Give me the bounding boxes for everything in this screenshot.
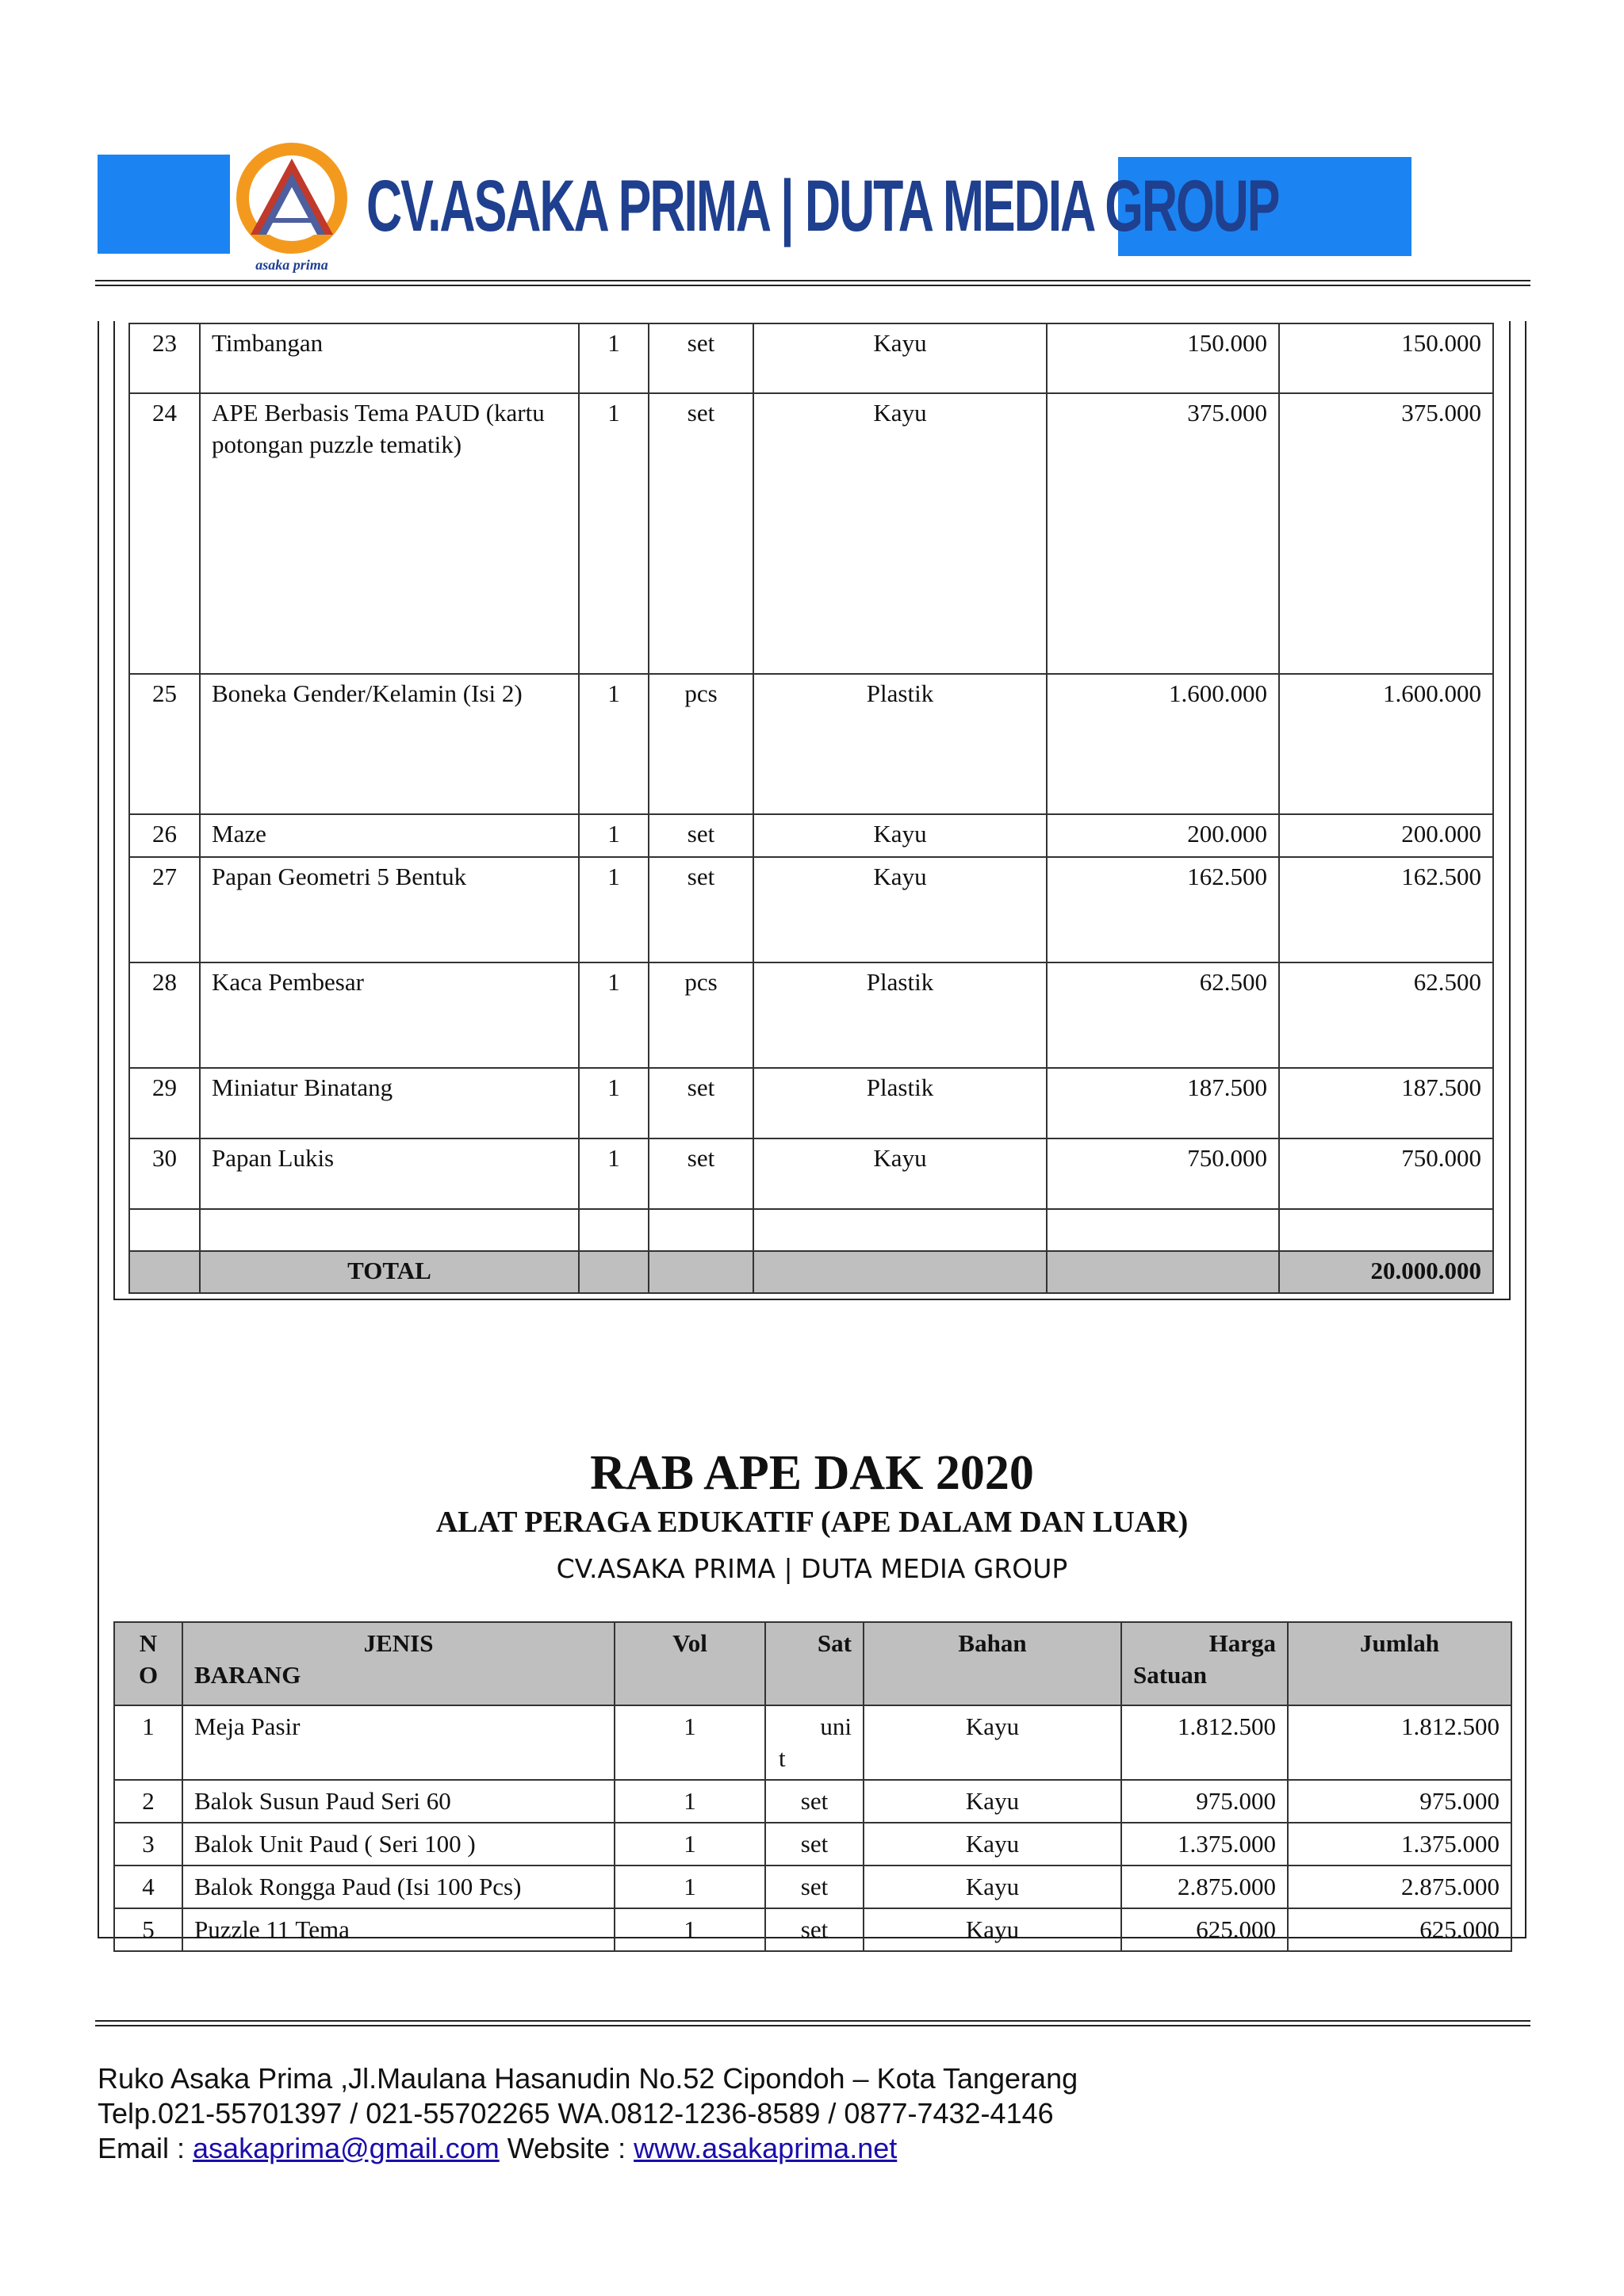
header-bahan: Bahan xyxy=(864,1622,1121,1705)
row-harga: 150.000 xyxy=(1047,323,1279,393)
row-vol: 1 xyxy=(579,814,649,857)
row-jenis: Miniatur Binatang xyxy=(200,1068,579,1138)
row-jenis: APE Berbasis Tema PAUD (kartu potongan puzzle tematik) xyxy=(200,393,579,674)
row-no: 28 xyxy=(129,962,200,1068)
table-row xyxy=(129,1068,1493,1138)
table-row xyxy=(114,1866,1511,1908)
row-sat: set xyxy=(765,1780,864,1823)
rab-header-row xyxy=(114,1622,1511,1705)
row-no: 3 xyxy=(114,1823,182,1866)
items-table xyxy=(128,323,1494,1294)
row-jenis: Papan Lukis xyxy=(200,1138,579,1209)
header-divider-double xyxy=(95,285,1530,286)
row-sat-line2: t xyxy=(779,1744,786,1772)
row-vol: 1 xyxy=(579,1138,649,1209)
header-vol: Vol xyxy=(615,1622,765,1705)
row-no: 24 xyxy=(129,393,200,674)
table-row xyxy=(129,1138,1493,1209)
row-jenis: Meja Pasir xyxy=(182,1705,615,1780)
row-no: 25 xyxy=(129,674,200,814)
row-bahan: Kayu xyxy=(864,1780,1121,1823)
row-sat: set xyxy=(649,1138,753,1209)
footer-divider-double xyxy=(95,2025,1530,2026)
asaka-prima-logo xyxy=(228,141,355,276)
header-divider xyxy=(95,280,1530,281)
row-jumlah: 1.812.500 xyxy=(1288,1705,1511,1780)
row-vol: 1 xyxy=(615,1908,765,1951)
footer-phone: Telp.021-55701397 / 021-55702265 WA.0812-1236-8589 / 0877-7432-4146 xyxy=(98,2097,1054,2130)
row-harga: 2.875.000 xyxy=(1121,1866,1288,1908)
row-jumlah: 200.000 xyxy=(1279,814,1493,857)
row-no: 2 xyxy=(114,1780,182,1823)
row-bahan: Kayu xyxy=(753,857,1047,962)
email-link[interactable]: asakaprima@gmail.com xyxy=(193,2132,500,2164)
row-no: 1 xyxy=(114,1705,182,1780)
empty-row xyxy=(129,1209,1493,1251)
rab-company: CV.ASAKA PRIMA | DUTA MEDIA GROUP xyxy=(556,1553,1068,1584)
row-no: 27 xyxy=(129,857,200,962)
header-harga xyxy=(1121,1622,1288,1705)
row-jenis: Balok Unit Paud ( Seri 100 ) xyxy=(182,1823,615,1866)
row-jumlah: 975.000 xyxy=(1288,1780,1511,1823)
header-harga-line2: Satuan xyxy=(1133,1661,1208,1689)
row-bahan: Plastik xyxy=(753,1068,1047,1138)
row-sat: set xyxy=(649,814,753,857)
table-row xyxy=(129,814,1493,857)
total-label: TOTAL xyxy=(200,1251,579,1293)
row-sat: set xyxy=(649,857,753,962)
row-jumlah: 62.500 xyxy=(1279,962,1493,1068)
row-vol: 1 xyxy=(579,674,649,814)
row-vol: 1 xyxy=(615,1780,765,1823)
row-vol: 1 xyxy=(579,323,649,393)
row-harga: 625.000 xyxy=(1121,1908,1288,1951)
row-harga: 1.600.000 xyxy=(1047,674,1279,814)
row-bahan: Kayu xyxy=(864,1705,1121,1780)
row-vol: 1 xyxy=(579,962,649,1068)
row-jenis: Papan Geometri 5 Bentuk xyxy=(200,857,579,962)
row-no: 23 xyxy=(129,323,200,393)
row-bahan: Kayu xyxy=(753,814,1047,857)
header-harga-line1: Harga xyxy=(1208,1629,1276,1657)
website-label: Website : xyxy=(499,2132,634,2164)
row-jenis: Balok Susun Paud Seri 60 xyxy=(182,1780,615,1823)
row-harga: 187.500 xyxy=(1047,1068,1279,1138)
footer-divider xyxy=(95,2020,1530,2022)
row-vol: 1 xyxy=(579,393,649,674)
row-vol: 1 xyxy=(579,857,649,962)
rab-title: RAB APE DAK 2020 xyxy=(590,1446,1034,1500)
header-jenis-line2: BARANG xyxy=(194,1661,301,1689)
row-sat: pcs xyxy=(649,962,753,1068)
row-sat: set xyxy=(649,1068,753,1138)
header-no-line2: O xyxy=(138,1661,159,1689)
row-bahan: Kayu xyxy=(864,1866,1121,1908)
row-harga: 975.000 xyxy=(1121,1780,1288,1823)
row-sat: set xyxy=(765,1866,864,1908)
row-harga: 1.375.000 xyxy=(1121,1823,1288,1866)
row-jumlah: 2.875.000 xyxy=(1288,1866,1511,1908)
table-row xyxy=(129,857,1493,962)
table-row xyxy=(114,1780,1511,1823)
row-bahan: Kayu xyxy=(753,323,1047,393)
row-sat: set xyxy=(765,1908,864,1951)
table-row xyxy=(129,323,1493,393)
row-harga: 1.812.500 xyxy=(1121,1705,1288,1780)
row-no: 29 xyxy=(129,1068,200,1138)
row-harga: 162.500 xyxy=(1047,857,1279,962)
row-jenis: Timbangan xyxy=(200,323,579,393)
row-jenis: Puzzle 11 Tema xyxy=(182,1908,615,1951)
header-no-line1: N xyxy=(139,1629,158,1657)
row-sat: set xyxy=(649,393,753,674)
header-jumlah: Jumlah xyxy=(1288,1622,1511,1705)
row-harga: 62.500 xyxy=(1047,962,1279,1068)
row-jumlah: 750.000 xyxy=(1279,1138,1493,1209)
row-no: 5 xyxy=(114,1908,182,1951)
rab-subtitle: ALAT PERAGA EDUKATIF (APE DALAM DAN LUAR) xyxy=(435,1506,1189,1539)
row-jenis: Balok Rongga Paud (Isi 100 Pcs) xyxy=(182,1866,615,1908)
row-bahan: Kayu xyxy=(864,1823,1121,1866)
row-harga: 200.000 xyxy=(1047,814,1279,857)
row-jumlah: 375.000 xyxy=(1279,393,1493,674)
email-label: Email : xyxy=(98,2132,193,2164)
header-blue-bar-left xyxy=(98,155,230,254)
row-sat: pcs xyxy=(649,674,753,814)
row-jumlah: 1.600.000 xyxy=(1279,674,1493,814)
footer-address: Ruko Asaka Prima ,Jl.Maulana Hasanudin No.52 Cipondoh – Kota Tangerang xyxy=(98,2062,1078,2095)
row-bahan: Kayu xyxy=(753,393,1047,674)
table-row xyxy=(129,674,1493,814)
header-jenis-line1: JENIS xyxy=(363,1629,434,1657)
row-no: 26 xyxy=(129,814,200,857)
table-row xyxy=(114,1823,1511,1866)
row-vol: 1 xyxy=(615,1705,765,1780)
row-jumlah: 625.000 xyxy=(1288,1908,1511,1951)
row-jenis: Maze xyxy=(200,814,579,857)
table-row xyxy=(114,1908,1511,1951)
footer-contact xyxy=(98,2131,897,2166)
table-row xyxy=(114,1705,1511,1780)
total-value: 20.000.000 xyxy=(1279,1251,1493,1293)
row-jumlah: 187.500 xyxy=(1279,1068,1493,1138)
header-jenis xyxy=(182,1622,615,1705)
row-jenis: Boneka Gender/Kelamin (Isi 2) xyxy=(200,674,579,814)
row-bahan: Plastik xyxy=(753,962,1047,1068)
row-jumlah: 162.500 xyxy=(1279,857,1493,962)
row-jumlah: 1.375.000 xyxy=(1288,1823,1511,1866)
row-no: 4 xyxy=(114,1866,182,1908)
row-jumlah: 150.000 xyxy=(1279,323,1493,393)
header-no xyxy=(114,1622,182,1705)
row-vol: 1 xyxy=(615,1866,765,1908)
website-link[interactable]: www.asakaprima.net xyxy=(634,2132,898,2164)
logo-caption: asaka prima xyxy=(255,257,328,273)
row-harga: 750.000 xyxy=(1047,1138,1279,1209)
row-sat-line1: uni xyxy=(820,1712,852,1740)
row-vol: 1 xyxy=(615,1823,765,1866)
row-bahan: Kayu xyxy=(864,1908,1121,1951)
row-bahan: Plastik xyxy=(753,674,1047,814)
row-vol: 1 xyxy=(579,1068,649,1138)
row-sat xyxy=(765,1705,864,1780)
row-harga: 375.000 xyxy=(1047,393,1279,674)
row-no: 30 xyxy=(129,1138,200,1209)
total-row xyxy=(129,1251,1493,1293)
row-bahan: Kayu xyxy=(753,1138,1047,1209)
rab-table xyxy=(113,1621,1512,1952)
row-sat: set xyxy=(765,1823,864,1866)
table-row xyxy=(129,962,1493,1068)
header-sat: Sat xyxy=(765,1622,864,1705)
row-sat: set xyxy=(649,323,753,393)
header-company-name: CV.ASAKA PRIMA | DUTA MEDIA GROUP xyxy=(366,166,1279,247)
table-row xyxy=(129,393,1493,674)
row-jenis: Kaca Pembesar xyxy=(200,962,579,1068)
